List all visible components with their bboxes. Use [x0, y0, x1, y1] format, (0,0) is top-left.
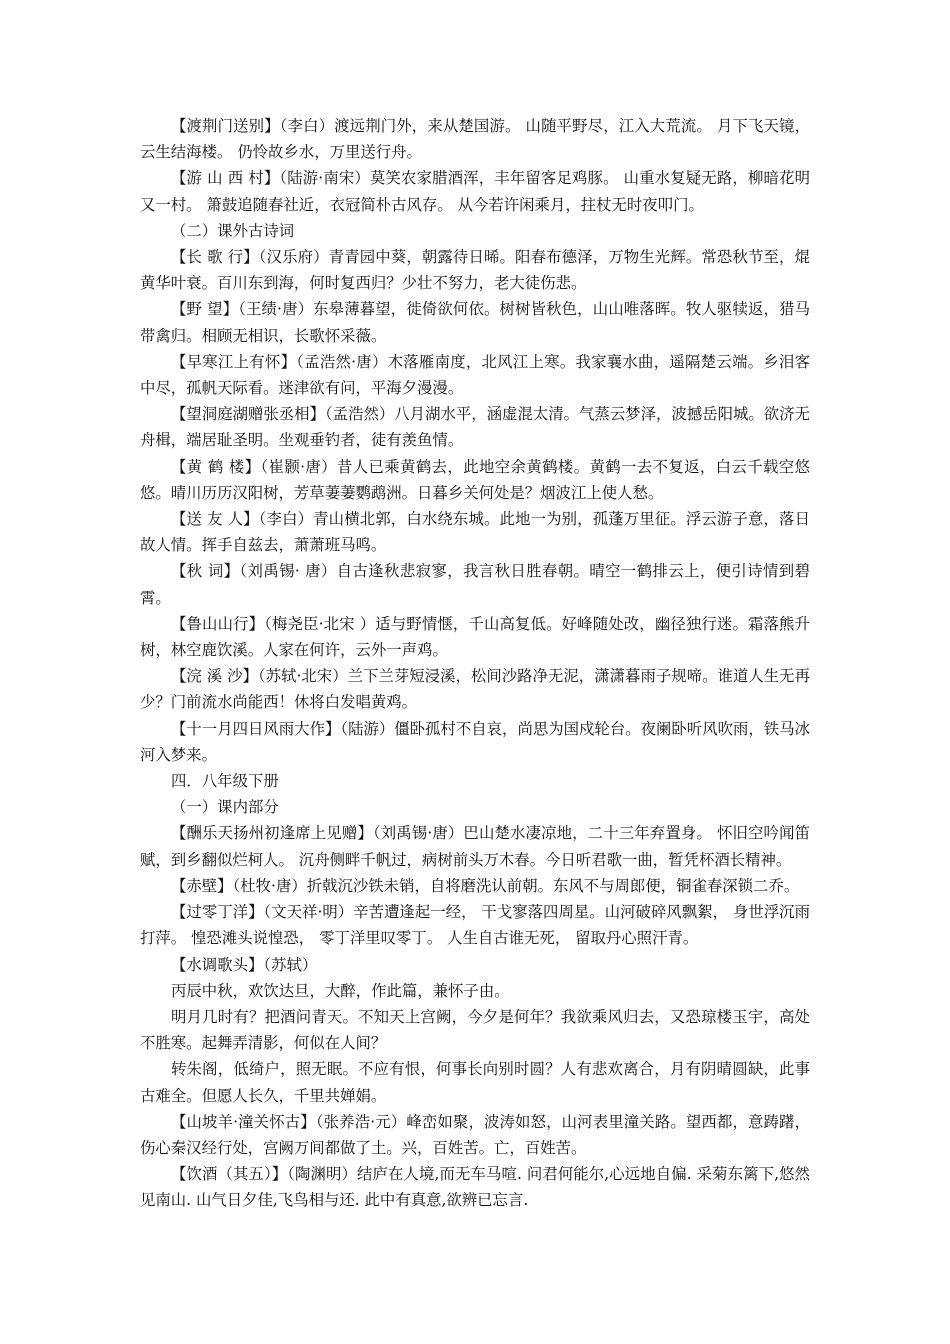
poem-text: 转朱阁，低绮户，照无眠。不应有恨，何事长向别时圆？人有悲欢离合，月有阴晴圆缺，此事古难全。但愿人长久，千里共婵娟。 [140, 1060, 810, 1105]
poem-title: 【酬乐天扬州初逢席上见赠】 [171, 824, 373, 843]
poem-text: （文天祥·明）辛苦遭逢起一经， 干戈寥落四周星。山河破碎风飘絮， 身世浮沉雨打萍。 惶恐滩头说惶恐， 零丁洋里叹零丁。 人生自古谁无死， 留取丹心照汗青。 [140, 903, 810, 948]
poem-title: 【鲁山山行】 [171, 614, 265, 633]
poem-title: 【野 望】 [171, 300, 239, 319]
poem-title: 【秋 词】 [171, 562, 240, 581]
poem-title: 【望洞庭湖赠张丞相】 [171, 405, 325, 424]
poem-title: 【饮酒（其五）】 [171, 1165, 288, 1184]
poem-preface [140, 978, 810, 1004]
poem-paragraph [140, 952, 810, 978]
poem-text: （李白）青山横北郭，白水绕东城。此地一为别，孤蓬万里征。浮云游子意，落日故人情。挥手自兹去，萧萧班马鸣。 [140, 510, 810, 555]
poem-text: （孟浩然）八月湖水平，涵虚混太清。气蒸云梦泽，波撼岳阳城。欲济无舟楫，端居耻圣明。坐观垂钓者，徒有羡鱼情。 [140, 405, 810, 450]
poem-title: 【游 山 西 村】 [171, 169, 280, 188]
poem-title: 【早寒江上有怀】 [171, 352, 297, 371]
poem-text: 明月几时有？把酒问青天。不知天上宫阙，今夕是何年？我欲乘风归去，又恐琼楼玉宇，高处不胜寒。起舞弄清影，何似在人间？ [140, 1007, 810, 1053]
poem-paragraph [140, 873, 810, 899]
poem-text: （刘禹锡·唐）巴山楚水凄凉地，二十三年弃置身。 怀旧空吟闻笛赋，到乡翻似烂柯人。 沉舟侧畔千帆过，病树前头万木春。今日听君歌一曲，暂凭杯酒长精神。 [140, 824, 810, 869]
poem-text: （刘禹锡· 唐）自古逢秋悲寂寥，我言秋日胜春朝。晴空一鹤排云上，便引诗情到碧霄。 [140, 562, 810, 607]
section-heading-text: （二）课外古诗词 [171, 221, 295, 240]
poem-paragraph [140, 820, 810, 872]
poem-title: 【过零丁洋】 [171, 903, 264, 922]
poem-title: 【黄 鹤 楼】 [171, 457, 261, 476]
poem-paragraph [140, 1109, 810, 1161]
poem-paragraph [140, 1161, 810, 1213]
poem-paragraph [140, 899, 810, 951]
poem-title: 【水调歌头】 [171, 955, 264, 974]
poem-text: 丙辰中秋，欢饮达旦，大醉，作此篇，兼怀子由。 [171, 981, 510, 1000]
poem-title: 【山坡羊·潼关怀古】 [171, 1112, 316, 1131]
poem-text: （苏轼·北宋）兰下兰芽短浸溪，松间沙路净无泥，潇潇暮雨子规啼。谁道人生无再少？门前流水尚能西！休将白发唱黄鸡。 [140, 667, 810, 712]
poem-text: （王绩·唐）东皋薄暮望，徙倚欲何依。树树皆秋色，山山唯落晖。牧人驱犊返，猎马带禽归。相顾无相识，长歌怀采薇。 [140, 300, 810, 345]
poem-text: （苏轼） [263, 955, 318, 974]
poem-title: 【赤壁】 [171, 876, 233, 895]
poem-title: 【十一月四日风雨大作】 [171, 719, 341, 738]
section-heading [140, 768, 810, 794]
poem-title: 【浣 溪 沙】 [171, 667, 258, 686]
section-heading-text: （一）课内部分 [171, 798, 279, 817]
document-page [140, 113, 810, 1214]
poem-paragraph [140, 244, 810, 296]
poem-paragraph [140, 506, 810, 558]
poem-text: （陆游）僵卧孤村不自哀，尚思为国戍轮台。夜阑卧听风吹雨，铁马冰河入梦来。 [140, 719, 810, 764]
poem-paragraph [140, 558, 810, 610]
poem-text: （汉乐府）青青园中葵，朝露待日晞。阳春布德泽，万物生光辉。常恐秋节至，焜黄华叶衰。百川东到海，何时复西归？少壮不努力，老大徒伤悲。 [140, 248, 810, 293]
poem-text: （孟浩然·唐）木落雁南度，北风江上寒。我家襄水曲，遥隔楚云端。乡泪客中尽，孤帆天际看。迷津欲有问，平海夕漫漫。 [140, 352, 810, 398]
section-heading [140, 794, 810, 820]
poem-text: （张养浩·元）峰峦如聚，波涛如怒，山河表里潼关路。望西都，意踌躇，伤心秦汉经行处，宫阙万间都做了土。兴，百姓苦。亡，百姓苦。 [140, 1112, 810, 1157]
poem-stanza [140, 1056, 810, 1108]
poem-paragraph [140, 716, 810, 768]
poem-text: （崔颢·唐）昔人已乘黄鹤去，此地空余黄鹤楼。黄鹤一去不复返，白云千载空悠悠。晴川历历汉阳树，芳草萋萋鹦鹉洲。日暮乡关何处是？烟波江上使人愁。 [140, 457, 810, 502]
poem-stanza [140, 1004, 810, 1056]
poem-paragraph [140, 663, 810, 715]
poem-paragraph [140, 454, 810, 506]
poem-paragraph [140, 611, 810, 663]
poem-title: 【送 友 人】 [171, 510, 259, 529]
poem-paragraph [140, 401, 810, 453]
section-heading [140, 218, 810, 244]
poem-text: （陶渊明）结庐在人境,而无车马喧. 问君何能尔,心远地自偏. 采菊东篱下,悠然见南山. 山气日夕佳,飞鸟相与还. 此中有真意,欲辨已忘言. [140, 1165, 810, 1210]
poem-paragraph [140, 349, 810, 401]
poem-paragraph [140, 165, 810, 217]
poem-text: （杜牧·唐）折戟沉沙铁未销，自将磨洗认前朝。东风不与周郎便，铜雀春深锁二乔。 [232, 876, 800, 895]
poem-title: 【长 歌 行】 [171, 248, 259, 267]
section-heading-text: 四．八年级下册 [171, 772, 279, 791]
poem-text: （梅尧臣·北宋 ）适与野情惬，千山高复低。好峰随处改，幽径独行迷。霜落熊升树，林空鹿饮溪。人家在何许，云外一声鸡。 [140, 614, 810, 660]
poem-text: （陆游·南宋）莫笑农家腊酒浑，丰年留客足鸡豚。 山重水复疑无路，柳暗花明又一村。 箫鼓追随春社近，衣冠简朴古风存。 从今若许闲乘月，拄杖无时夜叩门。 [140, 169, 810, 214]
poem-text: （李白）渡远荆门外，来从楚国游。 山随平野尽，江入大荒流。 月下飞天镜，云生结海楼。 仍怜故乡水，万里送行舟。 [140, 117, 810, 162]
poem-paragraph [140, 296, 810, 348]
poem-paragraph [140, 113, 810, 165]
poem-title: 【渡荆门送别】 [171, 117, 280, 135]
